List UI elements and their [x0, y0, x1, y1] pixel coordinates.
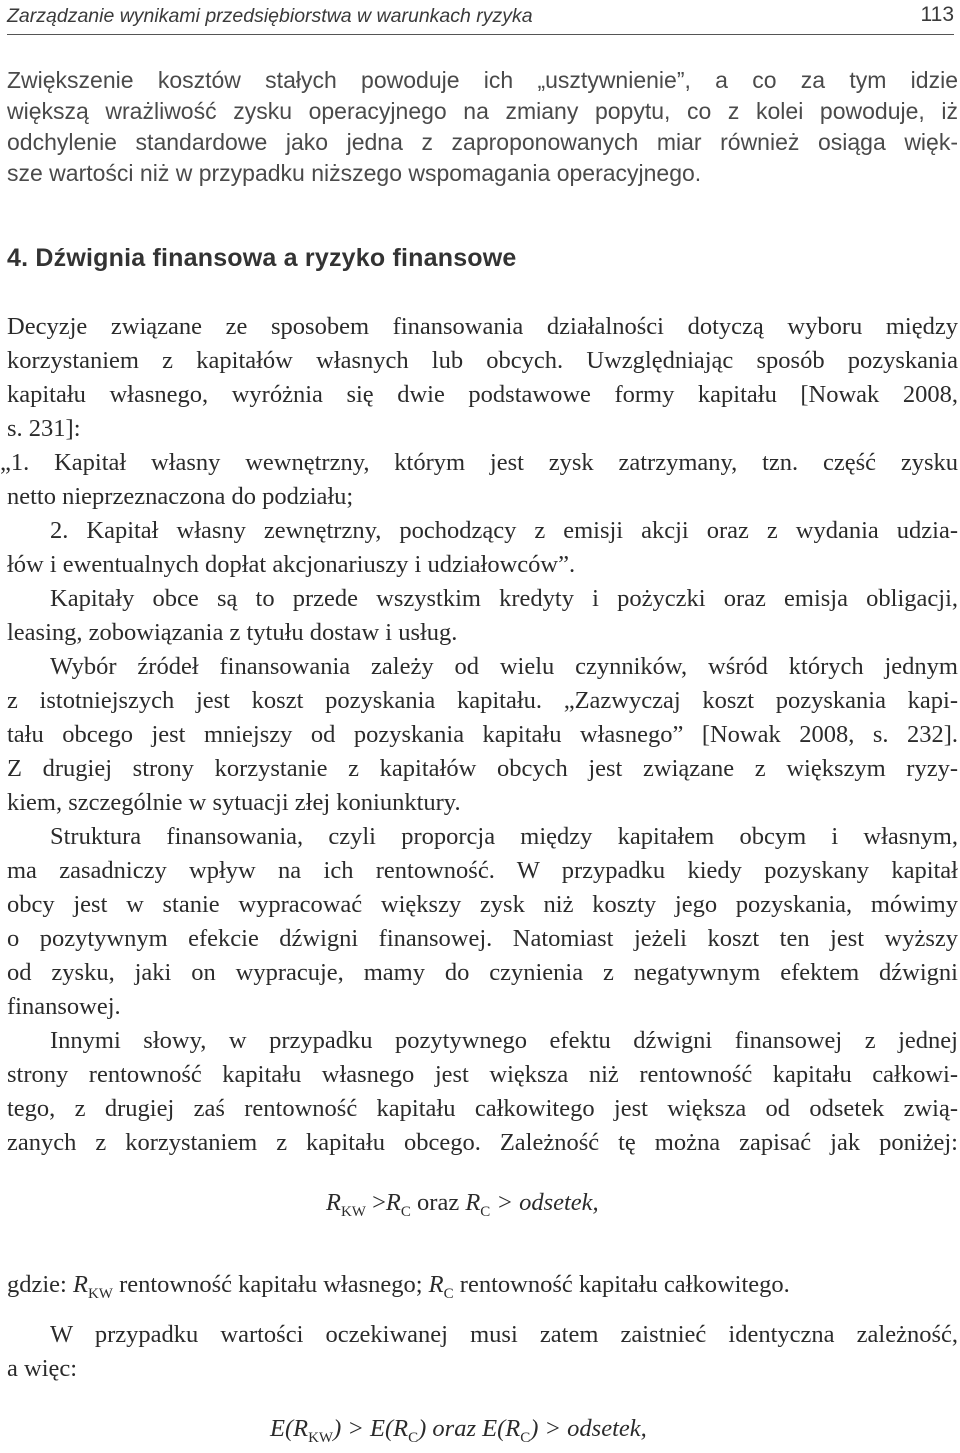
- body-line: ma zasadniczy wpływ na ich rentowność. W przypadku kiedy pozyskany kapitał: [7, 857, 958, 884]
- formula-text: ) oraz E(R: [418, 1415, 521, 1442]
- intro-line: Zwiększenie kosztów stałych powoduje ich „usztywnienie”, a co za tym idzie: [7, 67, 958, 93]
- body-line: tału obcego jest mniejszy od pozyskania kapitału własnego” [Nowak 2008, s. 232].: [7, 721, 958, 748]
- formula-text: oraz: [410, 1189, 466, 1216]
- body-line: leasing, zobowiązania z tytułu dostaw i usług.: [7, 619, 458, 646]
- body-line: łów i ewentualnych dopłat akcjonariuszy i udziałowców”.: [7, 551, 576, 578]
- body-line: W przypadku wartości oczekiwanej musi zatem zaistnieć identyczna zależność,: [50, 1321, 958, 1348]
- body-line: Wybór źródeł finansowania zależy od wielu czynników, wśród których jednym: [50, 653, 958, 680]
- formula-symbol: R: [326, 1189, 341, 1216]
- body-line: kiem, szczególnie w sytuacji złej koniunktury.: [7, 789, 461, 816]
- formula-text: > odsetek,: [490, 1189, 599, 1216]
- legend-prefix: gdzie:: [7, 1271, 73, 1298]
- body-line: Struktura finansowania, czyli proporcja między kapitałem obcym i własnym,: [50, 823, 958, 850]
- body-line: tego, z drugiej zaś rentowność kapitału całkowitego jest większa od odsetek zwią-: [7, 1095, 958, 1122]
- body-line: Innymi słowy, w przypadku pozytywnego efektu dźwigni finansowej z jednej: [50, 1027, 958, 1054]
- running-header: [7, 0, 954, 35]
- body-line: Kapitały obce są to przede wszystkim kredyty i pożyczki oraz emisja obligacji,: [50, 585, 958, 612]
- body-line: „1. Kapitał własny wewnętrzny, którym jest zysk zatrzymany, tzn. część zysku: [0, 449, 958, 476]
- body-line: strony rentowność kapitału własnego jest większa niż rentowność kapitału całkowi-: [7, 1061, 958, 1088]
- legend-text: rentowność kapitału całkowitego.: [453, 1271, 790, 1298]
- body-line: kapitału własnego, wyróżnia się dwie podstawowe formy kapitału [Nowak 2008,: [7, 381, 958, 408]
- body-line: netto nieprzeznaczona do podziału;: [7, 483, 354, 510]
- intro-line: sze wartości niż w przypadku niższego wspomagania operacyjnego.: [7, 160, 702, 186]
- formula-subscript: KW: [308, 1430, 334, 1446]
- body-line: Z drugiej strony korzystanie z kapitałów obcych jest związane z większym ryzy-: [7, 755, 958, 782]
- body-line: o pozytywnym efekcie dźwigni finansowej. Natomiast jeżeli koszt ten jest wyższy: [7, 925, 958, 952]
- legend-subscript: KW: [87, 1286, 113, 1302]
- formula-expected-value: [270, 1414, 647, 1453]
- body-line: z istotniejszych jest koszt pozyskania kapitału. „Zazwyczaj koszt pozyskania kapi-: [7, 687, 958, 714]
- formula-symbol: R: [385, 1189, 401, 1216]
- formula-legend: [7, 1270, 958, 1309]
- body-line: s. 231]:: [7, 415, 81, 442]
- body-line: korzystaniem z kapitałów własnych lub obcych. Uwzględniając sposób pozyskania: [7, 347, 958, 374]
- legend-symbol: R: [428, 1271, 444, 1298]
- body-line: obcy jest w stanie wypracować większy zysk niż koszty jego pozyskania, mówimy: [7, 891, 958, 918]
- formula-subscript: C: [400, 1204, 411, 1220]
- formula-subscript: KW: [340, 1204, 366, 1220]
- formula-text: ) > E(R: [333, 1415, 409, 1442]
- body-line: a więc:: [7, 1355, 78, 1382]
- formula-subscript: C: [520, 1430, 531, 1446]
- body-line: 2. Kapitał własny zewnętrzny, pochodzący z emisji akcji oraz z wydania udzia-: [50, 517, 958, 544]
- body-line: finansowej.: [7, 993, 121, 1020]
- formula-subscript: C: [480, 1204, 491, 1220]
- formula-inequality: [326, 1188, 599, 1227]
- formula-text: E(R: [270, 1415, 309, 1442]
- formula-operator: >: [365, 1189, 386, 1216]
- legend-symbol: R: [73, 1271, 88, 1298]
- header-title: Zarządzanie wynikami przedsiębiorstwa w warunkach ryzyka: [7, 5, 533, 27]
- intro-line: odchylenie standardowe jako jedna z zaproponowanych miar również osiąga więk-: [7, 129, 958, 155]
- section-heading: 4. Dźwignia finansowa a ryzyko finansowe: [7, 244, 517, 272]
- legend-subscript: C: [443, 1286, 454, 1302]
- body-line: Decyzje związane ze sposobem finansowania działalności dotyczą wyboru między: [7, 313, 958, 340]
- body-line: od zysku, jaki on wypracuje, mamy do czynienia z negatywnym efektem dźwigni: [7, 959, 958, 986]
- body-line: zanych z korzystaniem z kapitału obcego. Zależność tę można zapisać jak poniżej:: [7, 1129, 958, 1156]
- legend-text: rentowność kapitału własnego;: [112, 1271, 429, 1298]
- intro-line: większą wrażliwość zysku operacyjnego na zmiany popytu, co z kolei powoduje, iż: [7, 98, 958, 124]
- formula-symbol: R: [465, 1189, 481, 1216]
- page-number: 113: [920, 3, 954, 26]
- formula-text: ) > odsetek,: [530, 1415, 647, 1442]
- formula-subscript: C: [408, 1430, 419, 1446]
